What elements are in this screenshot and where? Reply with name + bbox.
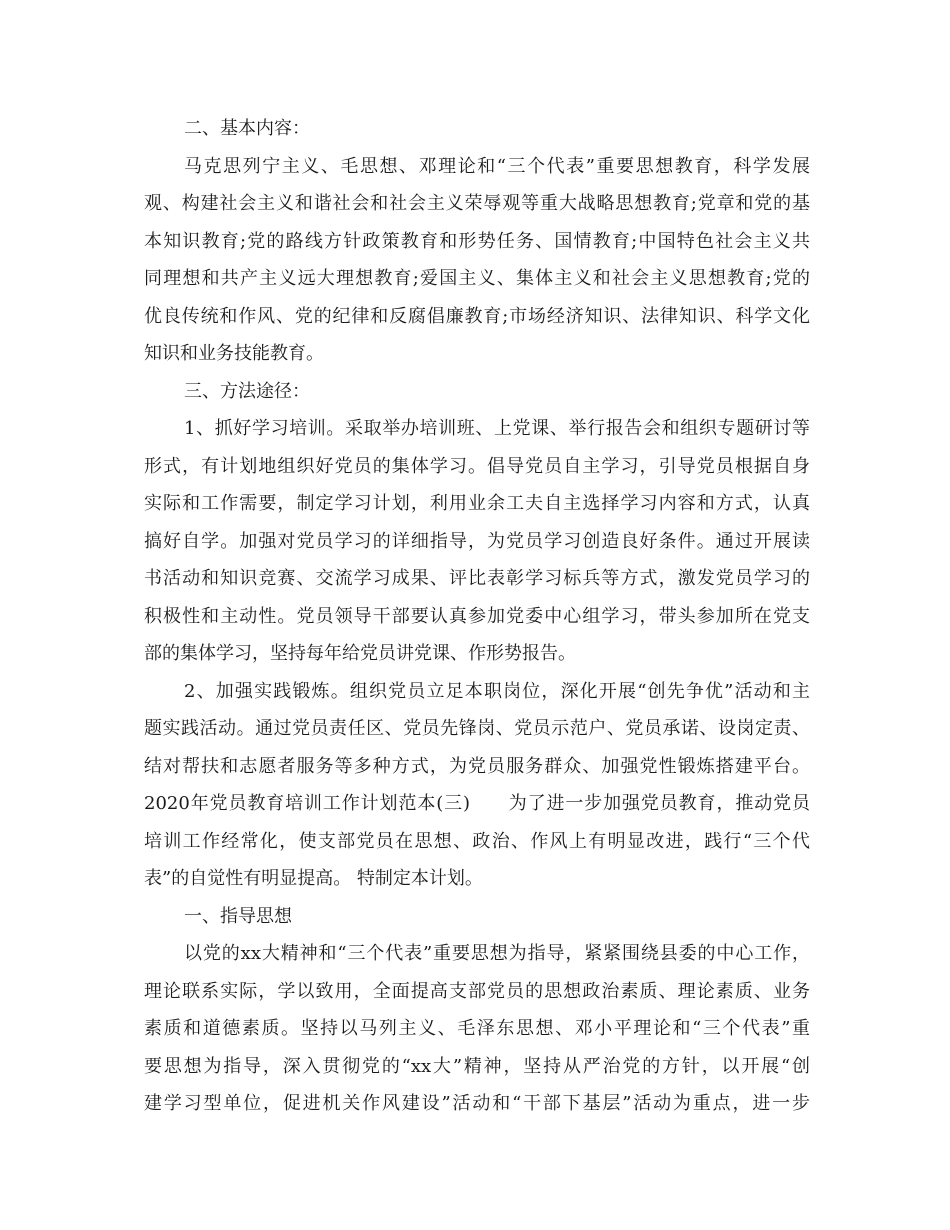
text-line: 实际和工作需要，制定学习计划，利用业余工夫自主选择学习内容和方式，认真: [144, 493, 810, 514]
text-line: 题实践活动。通过党员责任区、党员先锋岗、党员示范户、党员承诺、设岗定责、: [144, 718, 810, 739]
text-line: 三、方法途径：: [184, 380, 310, 402]
text-line: 素质和道德素质。坚持以马列主义、毛泽东思想、邓小平理论和“三个代表”重: [144, 1018, 810, 1039]
text-line: 知识和业务技能教育。: [144, 343, 324, 364]
text-line: 马克思列宁主义、毛思想、邓理论和“三个代表”重要思想教育，科学发展: [184, 155, 810, 177]
text-line: 优良传统和作风、党的纪律和反腐倡廉教育;市场经济知识、法律知识、科学文化: [144, 305, 810, 327]
text-line: 以党的xx大精神和“三个代表”重要思想为指导，紧紧围绕县委的中心工作，: [184, 943, 810, 964]
text-line: 2、加强实践锻炼。组织党员立足本职岗位，深化开展“创先争优”活动和主: [184, 680, 810, 702]
text-line: 本知识教育;党的路线方针政策教育和形势任务、国情教育;中国特色社会主义共: [144, 230, 810, 252]
text-line: 二、基本内容：: [184, 118, 310, 139]
text-line: 2020年党员教育培训工作计划范本(三) 为了进一步加强党员教育，推动党员: [144, 793, 810, 814]
text-line: 表”的自觉性有明显提高。 特制定本计划。: [144, 868, 483, 889]
text-line: 书活动和知识竞赛、交流学习成果、评比表彰学习标兵等方式，激发党员学习的: [144, 568, 810, 589]
text-line: 部的集体学习，坚持每年给党员讲党课、作形势报告。: [144, 643, 576, 664]
text-line: 搞好自学。加强对党员学习的详细指导，为党员学习创造良好条件。通过开展读: [144, 530, 810, 552]
text-line: 结对帮扶和志愿者服务等多种方式，为党员服务群众、加强党性锻炼搭建平台。: [144, 755, 810, 777]
text-line: 建学习型单位，促进机关作风建设”活动和“干部下基层”活动为重点，进一步: [144, 1093, 810, 1114]
text-line: 要思想为指导，深入贯彻党的“xx大”精神，坚持从严治党的方针，以开展“创: [144, 1055, 810, 1077]
text-line: 培训工作经常化，使支部党员在思想、政治、作风上有明显改进，践行“三个代: [144, 830, 810, 852]
text-line: 同理想和共产主义远大理想教育;爱国主义、集体主义和社会主义思想教育;党的: [144, 268, 810, 289]
text-line: 理论联系实际，学以致用，全面提高支部党员的思想政治素质、理论素质、业务: [144, 980, 810, 1002]
text-line: 观、构建社会主义和谐社会和社会主义荣辱观等重大战略思想教育;党章和党的基: [144, 193, 810, 214]
text-line: 积极性和主动性。党员领导干部要认真参加党委中心组学习，带头参加所在党支: [144, 605, 810, 627]
text-line: 1、抓好学习培训。采取举办培训班、上党课、举行报告会和组织专题研讨等: [184, 418, 810, 439]
text-line: 形式，有计划地组织好党员的集体学习。倡导党员自主学习，引导党员根据自身: [144, 455, 810, 477]
document-body: [144, 110, 810, 1123]
text-line: 一、指导思想: [184, 905, 292, 927]
